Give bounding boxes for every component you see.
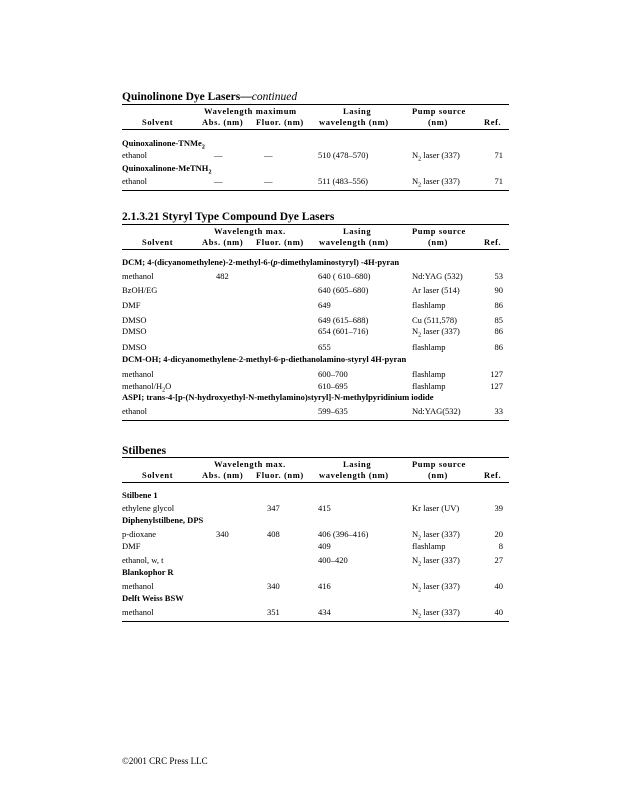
cell-pump: $N_2$ laser (337) <box>412 150 460 163</box>
header-pump-nm: (nm) <box>428 237 448 247</box>
header-lasing: Lasing <box>343 459 372 469</box>
cell-lasing: 649 (615–688) <box>318 315 369 325</box>
cell-ref: 86 <box>494 300 503 310</box>
cell-lasing: 434 <box>318 607 331 617</box>
cell-pump: Ar laser (514) <box>412 285 460 295</box>
header-wavelength-max: Wavelength max. <box>214 226 286 236</box>
cell-ref: 20 <box>494 529 503 539</box>
header-pump-source: Pump source <box>412 106 466 116</box>
compound-name: Quinoxalinone-MeTNH$_2$ <box>122 163 212 176</box>
cell-lasing: 511 (483–556) <box>318 176 368 186</box>
cell-ref: 33 <box>494 406 503 416</box>
cell-pump: flashlamp <box>412 369 446 379</box>
cell-pump: $N_2$ laser (337) <box>412 607 460 620</box>
cell-fluor: 408 <box>267 529 280 539</box>
cell-pump: $N_2$ laser (337) <box>412 581 460 594</box>
compound-name: Stilbene 1 <box>122 490 158 500</box>
header-solvent: Solvent <box>142 470 174 480</box>
cell-abs: 482 <box>216 271 229 281</box>
compound-name: DCM-OH; 4-dicyanomethylene-2-methyl-6-p-diethanolamino-styryl 4H-pyran <box>122 354 407 364</box>
cell-lasing: 655 <box>318 342 331 352</box>
cell-solvent: ethanol <box>122 176 148 186</box>
header-wavelength-max: Wavelength maximum <box>204 106 297 116</box>
header-pump-nm: (nm) <box>428 470 448 480</box>
cell-solvent: DMF <box>122 541 141 551</box>
compound-name: Quinoxalinone-TNMe$_2$ <box>122 138 205 151</box>
cell-solvent: methanol <box>122 271 154 281</box>
cell-ref: 27 <box>494 555 503 565</box>
header-solvent: Solvent <box>142 117 174 127</box>
cell-abs: 340 <box>216 529 229 539</box>
cell-fluor: 351 <box>267 607 280 617</box>
compound-name: Blankophor R <box>122 567 174 577</box>
cell-pump: $N_2$ laser (337) <box>412 529 460 542</box>
compound-name: Delft Weiss BSW <box>122 593 184 603</box>
header-fluor: Fluor. (nm) <box>256 237 304 247</box>
cell-solvent: p-dioxane <box>122 529 156 539</box>
header-wavelength-max: Wavelength max. <box>214 459 286 469</box>
header-lasing-wavelength: wavelength (nm) <box>319 237 389 247</box>
section-title-stilbenes: Stilbenes <box>122 445 167 457</box>
cell-pump: Kr laser (UV) <box>412 503 460 513</box>
header-pump-source: Pump source <box>412 459 466 469</box>
cell-solvent: DMF <box>122 300 141 310</box>
cell-pump: Nd:YAG(532) <box>412 406 461 416</box>
header-ref: Ref. <box>484 117 502 127</box>
cell-ref: 90 <box>494 285 503 295</box>
header-fluor: Fluor. (nm) <box>256 117 304 127</box>
cell-pump: Cu (511,578) <box>412 315 458 325</box>
cell-solvent: DMSO <box>122 326 147 336</box>
cell-pump: flashlamp <box>412 381 446 391</box>
header-fluor: Fluor. (nm) <box>256 470 304 480</box>
cell-pump: flashlamp <box>412 342 446 352</box>
cell-ref: 40 <box>494 607 503 617</box>
cell-pump: Nd:YAG (532) <box>412 271 463 281</box>
cell-ref: 71 <box>494 150 503 160</box>
header-abs: Abs. (nm) <box>202 470 244 480</box>
cell-lasing: 600–700 <box>318 369 348 379</box>
cell-solvent: methanol <box>122 369 154 379</box>
cell-pump: $N_2$ laser (337) <box>412 326 460 339</box>
cell-lasing: 640 (605–680) <box>318 285 369 295</box>
cell-ref: 8 <box>498 541 503 551</box>
cell-lasing: 400–420 <box>318 555 348 565</box>
cell-lasing: 649 <box>318 300 331 310</box>
cell-fluor: 347 <box>267 503 280 513</box>
cell-lasing: 599–635 <box>318 406 348 416</box>
cell-ref: 85 <box>494 315 503 325</box>
cell-solvent: methanol <box>122 607 154 617</box>
header-abs: Abs. (nm) <box>202 237 244 247</box>
cell-solvent: ethanol <box>122 406 148 416</box>
header-lasing: Lasing <box>343 226 372 236</box>
header-ref: Ref. <box>484 470 502 480</box>
header-abs: Abs. (nm) <box>202 117 244 127</box>
header-solvent: Solvent <box>142 237 174 247</box>
cell-solvent: ethylene glycol <box>122 503 175 513</box>
header-ref: Ref. <box>484 237 502 247</box>
header-pump-nm: (nm) <box>428 117 448 127</box>
cell-pump: $N_2$ laser (337) <box>412 555 460 568</box>
cell-lasing: 610–695 <box>318 381 348 391</box>
cell-solvent: methanol/$H_2O$ <box>122 381 172 394</box>
cell-abs: — <box>214 150 223 160</box>
cell-fluor: — <box>264 150 273 160</box>
cell-ref: 86 <box>494 326 503 336</box>
cell-lasing: 416 <box>318 581 331 591</box>
cell-lasing: 640 ( 610–680) <box>318 271 371 281</box>
cell-pump: $N_2$ laser (337) <box>412 176 460 189</box>
cell-solvent: DMSO <box>122 342 147 352</box>
header-lasing-wavelength: wavelength (nm) <box>319 117 389 127</box>
compound-name: ASPI; trans-4-[p-(N-hydroxyethyl-N-methylamino)styryl]-N-methylpyridinium iodide <box>122 392 434 402</box>
cell-solvent: methanol <box>122 581 154 591</box>
section-title-styryl: 2.1.3.21 Styryl Type Compound Dye Lasers <box>122 211 335 223</box>
cell-lasing: 415 <box>318 503 331 513</box>
cell-ref: 53 <box>494 271 503 281</box>
cell-fluor: — <box>264 176 273 186</box>
section-title-quinolinone: Quinolinone Dye Lasers—continued <box>122 91 298 103</box>
cell-pump: flashlamp <box>412 541 446 551</box>
cell-ref: 39 <box>494 503 503 513</box>
cell-ref: 86 <box>494 342 503 352</box>
cell-solvent: BzOH/EG <box>122 285 158 295</box>
cell-lasing: 654 (601–716) <box>318 326 369 336</box>
cell-solvent: ethanol <box>122 150 148 160</box>
cell-fluor: 340 <box>267 581 280 591</box>
cell-lasing: 406 (396–416) <box>318 529 369 539</box>
cell-solvent: ethanol, w, t <box>122 555 164 565</box>
cell-abs: — <box>214 176 223 186</box>
compound-name: DCM; 4-(dicyanomethylene)-2-methyl-6-(p-dimethylaminostyryl) -4H-pyran <box>122 257 400 267</box>
cell-solvent: DMSO <box>122 315 147 325</box>
cell-lasing: 409 <box>318 541 331 551</box>
cell-pump: flashlamp <box>412 300 446 310</box>
header-pump-source: Pump source <box>412 226 466 236</box>
cell-ref: 127 <box>490 369 503 379</box>
header-lasing: Lasing <box>343 106 372 116</box>
cell-ref: 40 <box>494 581 503 591</box>
cell-ref: 71 <box>494 176 503 186</box>
copyright-footer: ©2001 CRC Press LLC <box>122 756 208 766</box>
cell-lasing: 510 (478–570) <box>318 150 369 160</box>
compound-name: Diphenylstilbene, DPS <box>122 515 204 525</box>
cell-ref: 127 <box>490 381 503 391</box>
header-lasing-wavelength: wavelength (nm) <box>319 470 389 480</box>
